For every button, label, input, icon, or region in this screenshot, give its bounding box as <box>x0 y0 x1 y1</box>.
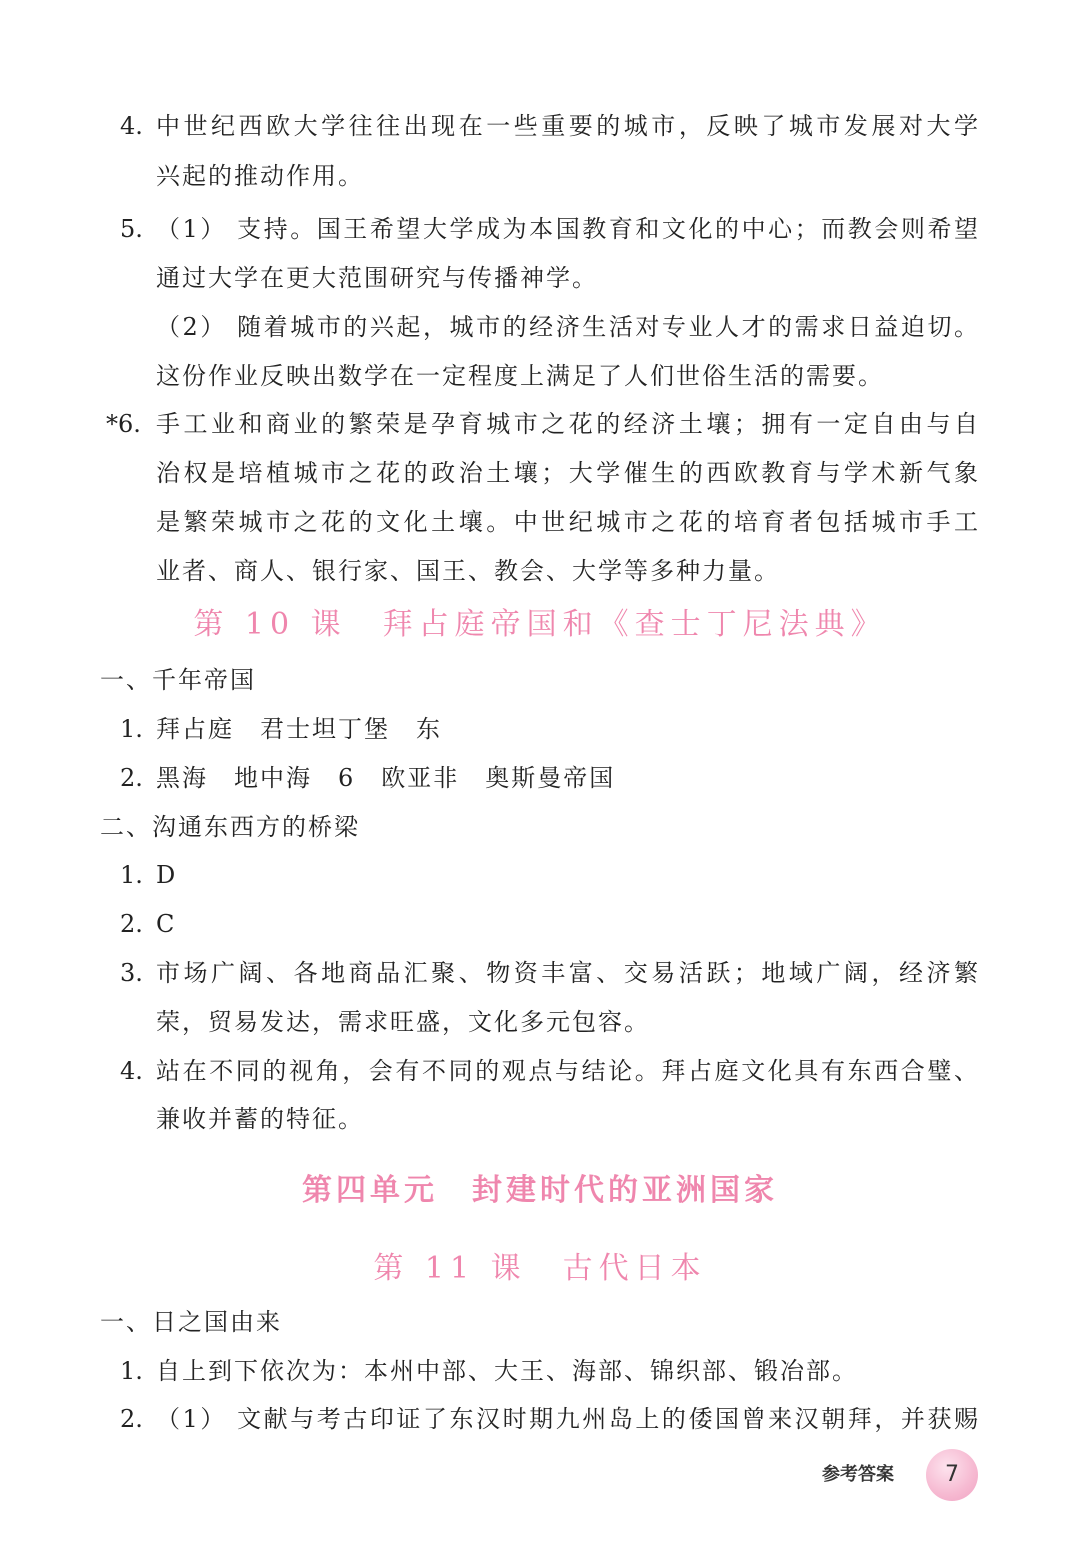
question-number: 1. <box>120 861 143 889</box>
question-number: 1. <box>120 715 143 743</box>
answer-line: 通过大学在更大范围研究与传播神学。 <box>156 264 598 292</box>
answer-line: 治权是培植城市之花的政治土壤；大学催生的西欧教育与学术新气象 <box>156 459 978 487</box>
question-number: 4. <box>120 1057 143 1085</box>
answer-line: C <box>156 910 177 938</box>
question-number: 1. <box>120 1357 143 1385</box>
question-number: 2. <box>120 1405 143 1433</box>
page-number-badge: 7 <box>926 1449 978 1501</box>
lesson-10-title: 第 10 课 拜占庭帝国和《查士丁尼法典》 <box>193 607 887 642</box>
answer-line: 拜占庭 君士坦丁堡 东 <box>156 715 442 743</box>
answer-line: 市场广阔、各地商品汇聚、物资丰富、交易活跃；地域广阔，经济繁 <box>156 959 978 987</box>
answer-line: （1） 文献与考古印证了东汉时期九州岛上的倭国曾来汉朝拜，并获赐 <box>156 1405 978 1433</box>
question-number: 2. <box>120 910 143 938</box>
question-number: 5. <box>120 215 143 243</box>
answer-line: （1） 支持。国王希望大学成为本国教育和文化的中心；而教会则希望 <box>156 215 978 243</box>
answer-line: D <box>156 861 178 889</box>
answer-line: 业者、商人、银行家、国王、教会、大学等多种力量。 <box>156 557 780 585</box>
answer-line: 是繁荣城市之花的文化土壤。中世纪城市之花的培育者包括城市手工 <box>156 508 978 536</box>
lesson-11-title: 第 11 课 古代日本 <box>373 1251 707 1286</box>
section-heading: 二、沟通东西方的桥梁 <box>100 813 360 841</box>
answer-line: 荣，贸易发达，需求旺盛，文化多元包容。 <box>156 1008 650 1036</box>
question-number: 2. <box>120 764 143 792</box>
answer-line: 兴起的推动作用。 <box>156 162 364 190</box>
answer-line: 中世纪西欧大学往往出现在一些重要的城市，反映了城市发展对大学 <box>156 112 978 140</box>
answer-line: （2） 随着城市的兴起，城市的经济生活对专业人才的需求日益迫切。 <box>156 313 978 341</box>
section-heading: 一、日之国由来 <box>100 1308 282 1336</box>
answer-line: 黑海 地中海 6 欧亚非 奥斯曼帝国 <box>156 764 616 792</box>
unit-4-title: 第四单元 封建时代的亚洲国家 <box>302 1173 778 1208</box>
answer-line: 站在不同的视角，会有不同的观点与结论。拜占庭文化具有东西合璧、 <box>156 1057 978 1085</box>
section-heading: 一、千年帝国 <box>100 666 256 694</box>
footer-label: 参考答案 <box>822 1464 894 1485</box>
question-number: 4. <box>120 112 143 140</box>
answer-line: 自上到下依次为：本州中部、大王、海部、锦织部、锻冶部。 <box>156 1357 858 1385</box>
question-number: *6. <box>106 410 141 438</box>
answer-line: 这份作业反映出数学在一定程度上满足了人们世俗生活的需要。 <box>156 362 884 390</box>
answer-line: 手工业和商业的繁荣是孕育城市之花的经济土壤；拥有一定自由与自 <box>156 410 978 438</box>
answer-line: 兼收并蓄的特征。 <box>156 1105 364 1133</box>
question-number: 3. <box>120 959 143 987</box>
